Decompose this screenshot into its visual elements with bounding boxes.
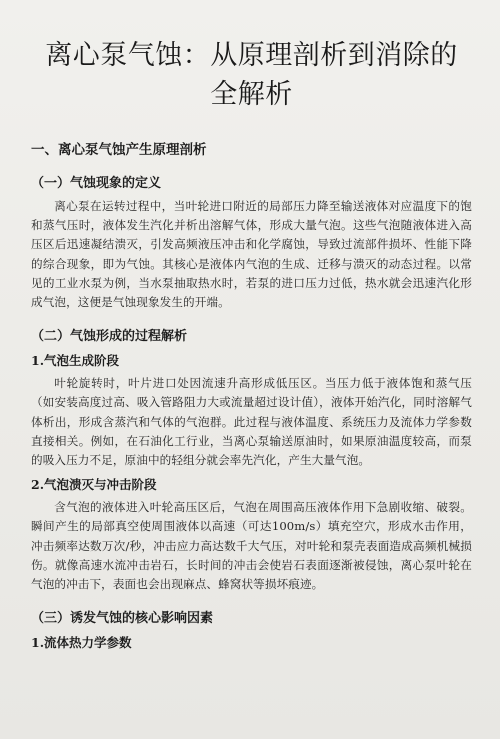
subsection-heading: （一）气蚀现象的定义 [31, 176, 162, 191]
subsection-heading: （二）气蚀形成的过程解析 [31, 329, 188, 345]
section-heading: 一、离心泵气蚀产生原理剖析 [31, 142, 207, 158]
stage-heading: 1.气泡生成阶段 [31, 353, 120, 369]
item-heading: 1.流体热力学参数 [31, 635, 132, 651]
paragraph: 含气泡的液体进入叶轮高压区后，气泡在周围高压液体作用下急剧收缩、破裂。瞬间产生的局部真空使周围液体以高速（可达100m/s）填充空穴，形成水击作用，冲击频率达数万次/秒，冲击应力高达数千大气压，对叶轮和泵壳表面造成高频机械损伤。就像高速水流冲击岩石，长时间的冲击会使岩石表面逐渐被侵蚀，离心泵叶轮在气泡的冲击下，表面也会出现麻点、蜂窝状等损坏痕迹。 [31, 500, 472, 592]
document-title: 离心泵气蚀：从原理剖析到消除的全解析 [45, 40, 458, 110]
stage-heading: 2.气泡溃灭与冲击阶段 [31, 477, 157, 493]
paragraph: 离心泵在运转过程中，当叶轮进口附近的局部压力降至输送液体对应温度下的饱和蒸气压时，液体发生汽化并析出溶解气体，形成大量气泡。这些气泡随液体进入高压区后迅速凝结溃灭，引发高频液压冲击和化学腐蚀，导致过流部件损坏、性能下降的综合现象，即为气蚀。其核心是液体内气泡的生成、迁移与溃灭的动态过程。以常见的工业水泵为例，当水泵抽取热水时，若泵的进口压力过低，热水就会迅速汽化形成气泡，这便是气蚀现象发生的开端。 [31, 199, 472, 310]
subsection-heading: （三）诱发气蚀的核心影响因素 [31, 611, 214, 627]
paragraph: 叶轮旋转时，叶片进口处因流速升高形成低压区。当压力低于液体饱和蒸气压（如安装高度过高、吸入管路阻力大或流量超过设计值），液体开始汽化，同时溶解气体析出，形成含蒸汽和气体的气泡群。此过程与液体温度、系统压力及流体力学参数直接相关。例如，在石油化工行业，当离心泵输送原油时，如果原油温度较高，而泵的吸入压力不足，原油中的轻组分就会率先汽化，产生大量气泡。 [31, 376, 472, 468]
